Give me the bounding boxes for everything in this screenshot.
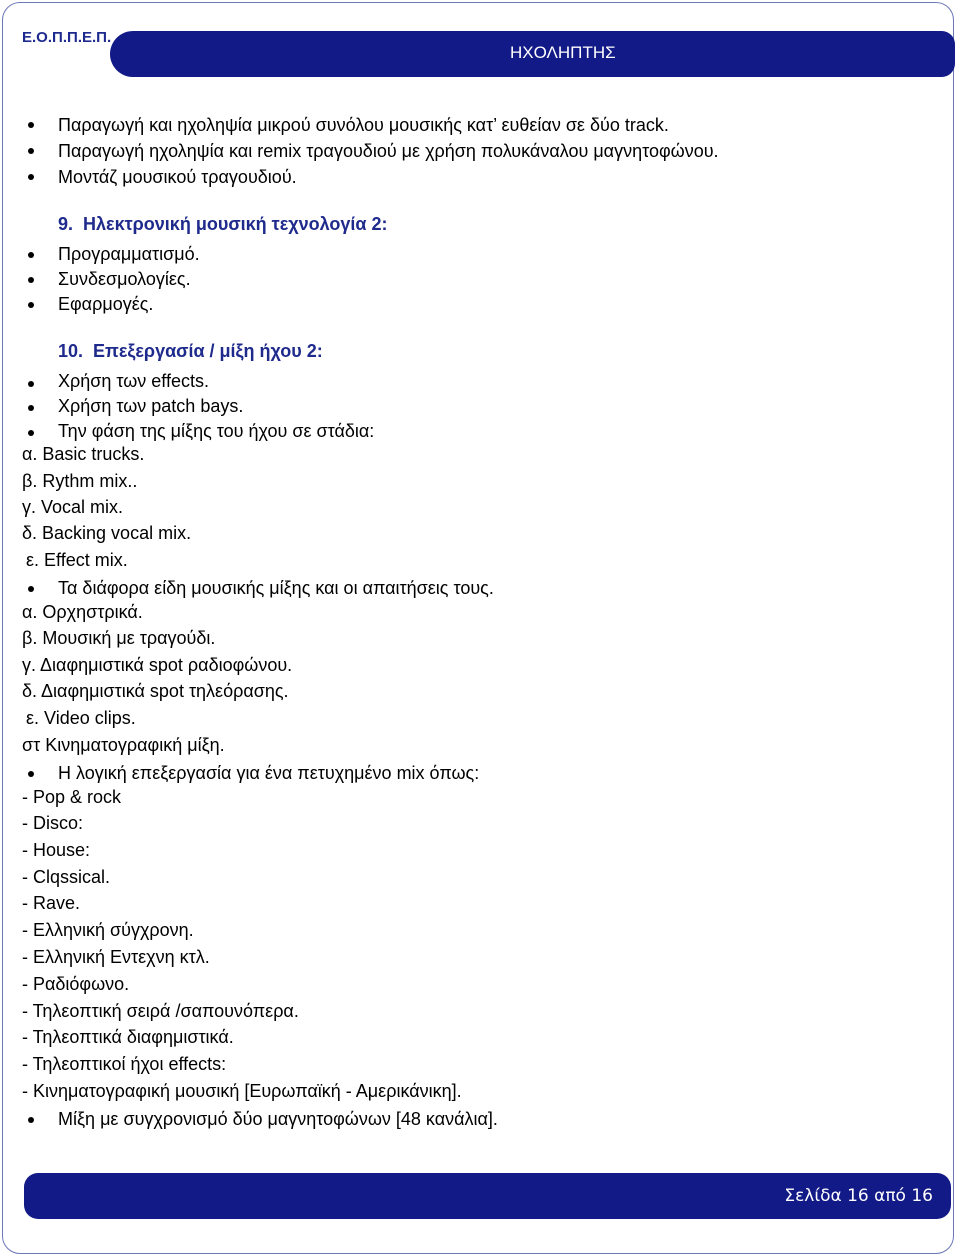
section-heading-10	[58, 340, 323, 362]
dash-item: - Rave.	[22, 893, 81, 913]
dash-item: - Disco:	[22, 813, 84, 833]
list-item: Μίξη με συγχρονισμό δύο μαγνητοφώνων [48 κανάλια].	[58, 1109, 498, 1129]
list-item: Συνδεσμολογίες.	[58, 269, 191, 289]
bullet-icon	[28, 430, 34, 436]
sub-item: ε. Effect mix.	[26, 550, 128, 570]
list-item: Προγραμματισμό.	[58, 244, 200, 264]
section-title: Επεξεργασία / μίξη ήχου 2:	[93, 341, 323, 361]
list-item: Παραγωγή ηχοληψία και remix τραγουδιού με χρήση πολυκάναλου μαγνητοφώνου.	[58, 141, 719, 161]
dash-item: - Τηλεοπτικά διαφημιστικά.	[22, 1027, 234, 1047]
list-item: Χρήση των patch bays.	[58, 396, 244, 416]
header-bar	[110, 31, 955, 77]
bullet-icon	[28, 148, 34, 154]
header-title: ΗΧΟΛΗΠΤΗΣ	[510, 43, 616, 62]
list-item: Εφαρμογές.	[58, 294, 154, 314]
list-item: Παραγωγή και ηχοληψία μικρού συνόλου μουσικής κατ’ ευθείαν σε δύο track.	[58, 115, 669, 135]
sub-item: γ. Διαφημιστικά spot ραδιοφώνου.	[22, 655, 293, 675]
list-item: Η λογική επεξεργασία για ένα πετυχημένο mix όπως:	[58, 763, 480, 783]
bullet-icon	[28, 174, 34, 180]
section-title: Ηλεκτρονική μουσική τεχνολογία 2:	[83, 214, 388, 234]
dash-item: - Ελληνική Εντεχνη κτλ.	[22, 947, 210, 967]
list-item: Χρήση των effects.	[58, 371, 209, 391]
sub-item: στ Κινηματογραφική μίξη.	[22, 735, 225, 755]
bullet-icon	[28, 405, 34, 411]
bullet-icon	[28, 771, 34, 777]
dash-item: - Clqssical.	[22, 867, 111, 887]
bullet-icon	[28, 122, 34, 128]
dash-item: - Ραδιόφωνο.	[22, 974, 130, 994]
bullet-icon	[28, 277, 34, 283]
bullet-icon	[28, 1117, 34, 1123]
bullet-icon	[28, 381, 34, 387]
bullet-icon	[28, 252, 34, 258]
list-item: Την φάση της μίξης του ήχου σε στάδια:	[58, 421, 375, 441]
section-number: 10.	[58, 341, 84, 361]
section-heading-9	[58, 213, 387, 235]
page-number: Σελίδα 16 από 16	[784, 1186, 933, 1206]
sub-item: ε. Video clips.	[26, 708, 136, 728]
sub-item: α. Ορχηστρικά.	[22, 602, 143, 622]
dash-item: - Κινηματογραφική μουσική [Ευρωπαϊκή - Αμερικάνικη].	[22, 1081, 462, 1101]
list-item: Τα διάφορα είδη μουσικής μίξης και οι απαιτήσεις τους.	[58, 578, 494, 598]
dash-item: - Ελληνική σύγχρονη.	[22, 920, 194, 940]
sub-item: γ. Vocal mix.	[22, 497, 124, 517]
organization-name: Ε.Ο.Π.Π.Ε.Π.	[22, 29, 112, 46]
sub-item: δ. Backing vocal mix.	[22, 523, 192, 543]
dash-item: - House:	[22, 840, 91, 860]
sub-item: β. Μουσική με τραγούδι.	[22, 628, 216, 648]
dash-item: - Τηλεοπτικοί ήχοι effects:	[22, 1054, 227, 1074]
sub-item: α. Basic trucks.	[22, 444, 145, 464]
dash-item: - Τηλεοπτική σειρά /σαπουνόπερα.	[22, 1001, 299, 1021]
list-item: Μοντάζ μουσικού τραγουδιού.	[58, 167, 297, 187]
sub-item: β. Rythm mix..	[22, 471, 138, 491]
bullet-icon	[28, 302, 34, 308]
footer-bar	[24, 1173, 951, 1219]
sub-item: δ. Διαφημιστικά spot τηλεόρασης.	[22, 681, 289, 701]
section-number: 9.	[58, 214, 74, 234]
bullet-icon	[28, 586, 34, 592]
dash-item: - Pop & rock	[22, 787, 122, 807]
